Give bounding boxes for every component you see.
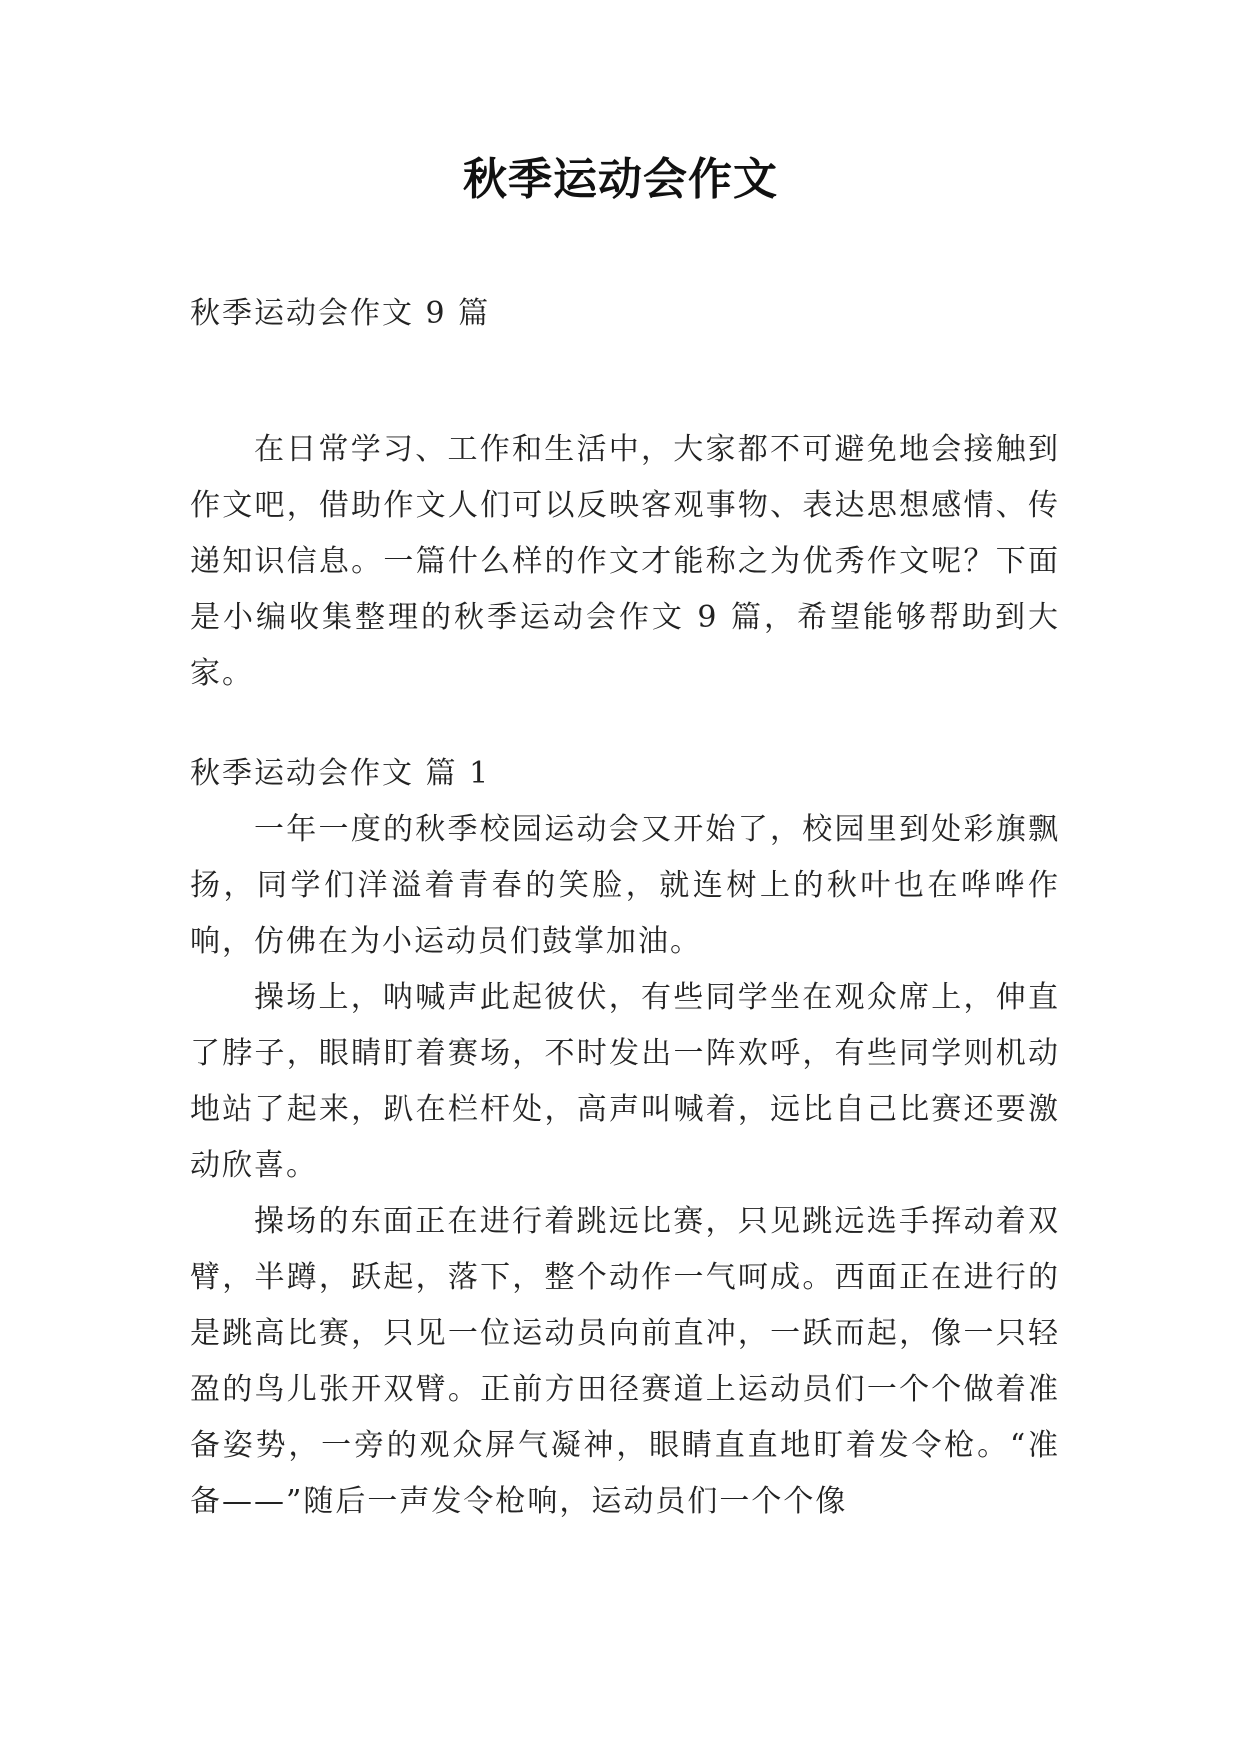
document-body (190, 286, 1060, 1530)
section-heading: 秋季运动会作文 篇 1 (190, 756, 491, 791)
spacer (190, 702, 1060, 746)
body-paragraph: 操场上，呐喊声此起彼伏，有些同学坐在观众席上，伸直了脖子，眼睛盯着赛场，不时发出一阵欢呼，有些同学则机动地站了起来，趴在栏杆处，高声叫喊着，远比自己比赛还要激动欣喜。 (190, 980, 1060, 1183)
body-paragraph: 一年一度的秋季校园运动会又开始了，校园里到处彩旗飘扬，同学们洋溢着青春的笑脸，就连树上的秋叶也在哗哗作响，仿佛在为小运动员们鼓掌加油。 (190, 812, 1060, 959)
spacer (190, 342, 1060, 422)
body-paragraph: 操场的东面正在进行着跳远比赛，只见跳远选手挥动着双臂，半蹲，跃起，落下，整个动作一气呵成。西面正在进行的是跳高比赛，只见一位运动员向前直冲，一跃而起，像一只轻盈的鸟儿张开双臂。正前方田径赛道上运动员们一个个做着准备姿势，一旁的观众屏气凝神，眼睛直直地盯着发令枪。“准备——”随后一声发令枪响，运动员们一个个像 (190, 1204, 1060, 1519)
document-subtitle: 秋季运动会作文 9 篇 (190, 296, 491, 331)
intro-paragraph: 在日常学习、工作和生活中，大家都不可避免地会接触到作文吧，借助作文人们可以反映客观事物、表达思想感情、传递知识信息。一篇什么样的作文才能称之为优秀作文呢？下面是小编收集整理的秋季运动会作文 9 篇，希望能够帮助到大家。 (190, 432, 1060, 691)
document-title: 秋季运动会作文 (463, 154, 778, 205)
